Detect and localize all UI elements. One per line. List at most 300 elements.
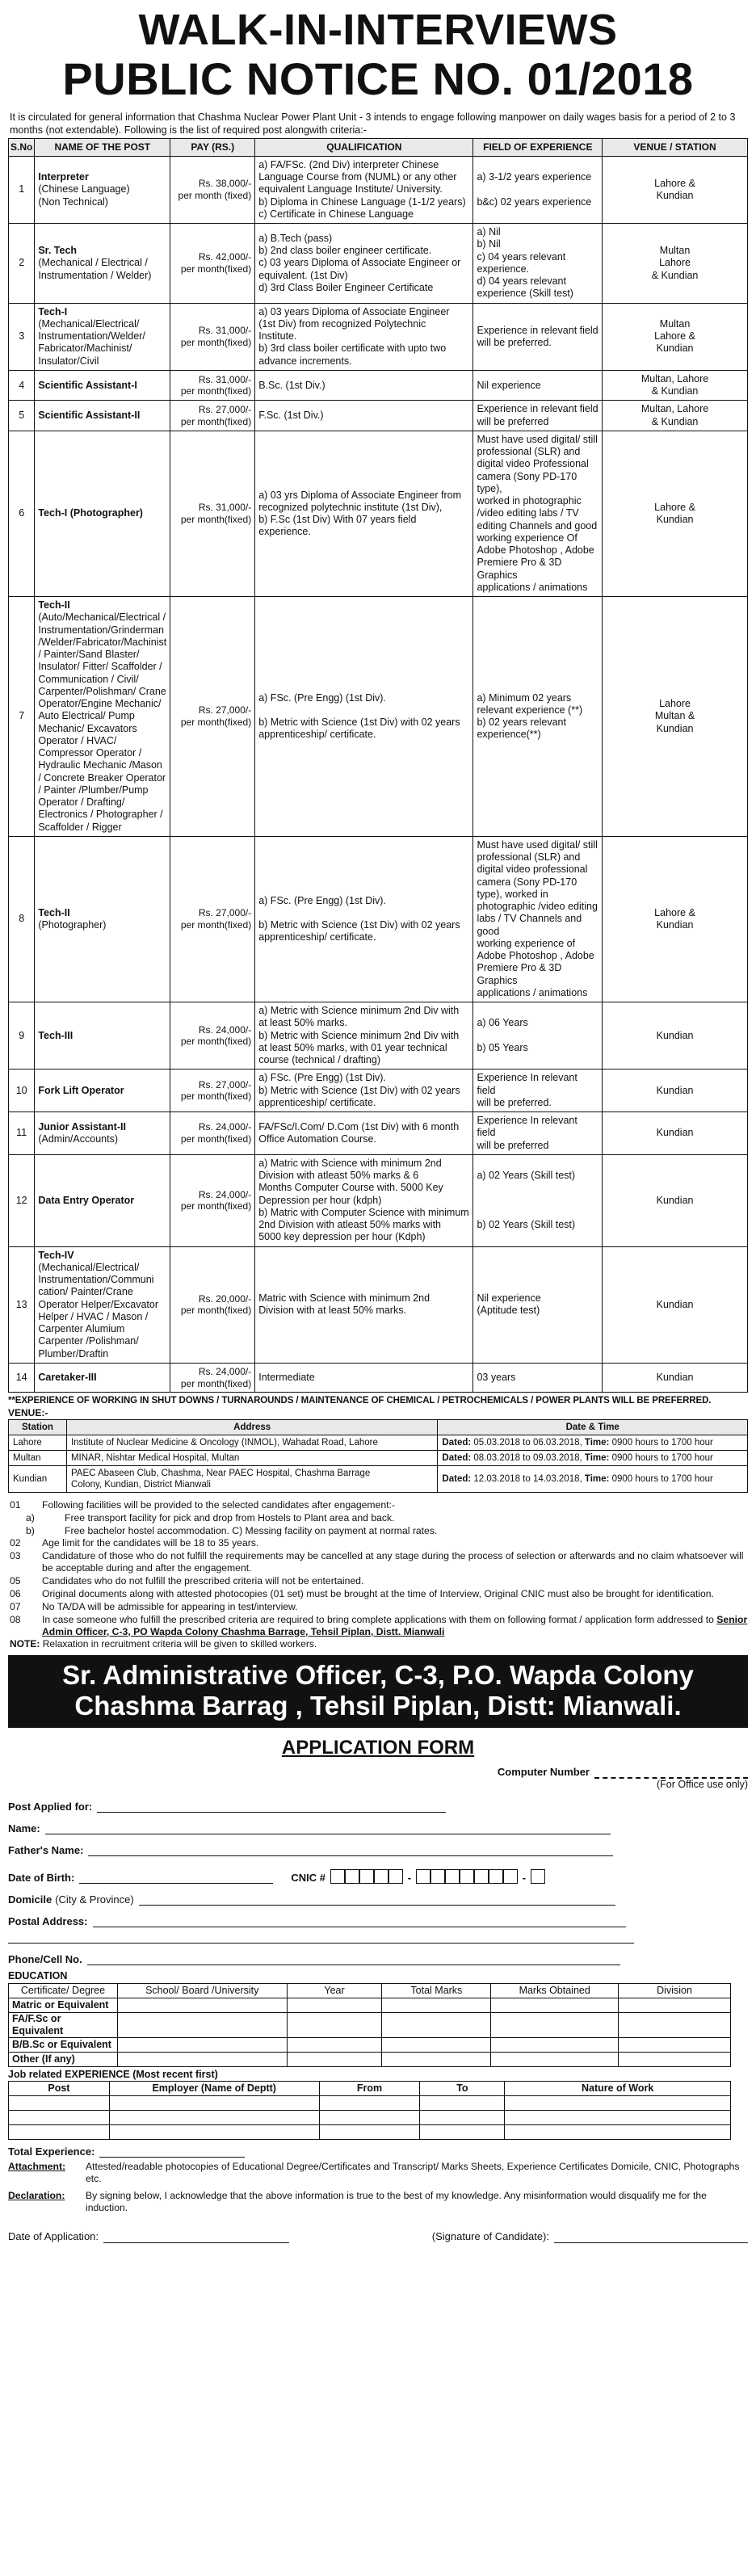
text-line: b) Metric with Science minimum 2nd Div with <box>258 1029 460 1041</box>
post-name-cell <box>35 836 170 1002</box>
instruction-item <box>8 1601 748 1613</box>
text-line: Rs. 31,000/- <box>198 373 252 385</box>
text-line: Kundian <box>656 1371 694 1383</box>
dob-field[interactable] <box>79 1869 273 1884</box>
text-line: Operator / HVAC/ <box>38 734 117 746</box>
instruction-text-main: Original documents along with attested photocopies (01 set) must be brought at the time of Interview, Original CNIC must also be brought for identification. <box>42 1587 714 1599</box>
text-line: Rs. 27,000/- <box>198 704 252 716</box>
text-line: professional (SLR) and <box>477 446 581 458</box>
venue-dates: 08.03.2018 to 09.03.2018, <box>473 1452 585 1463</box>
col-experience: FIELD OF EXPERIENCE <box>473 139 603 157</box>
post-pay <box>170 370 255 401</box>
text-line: d) 3rd Class Boiler Engineer Certificate <box>258 281 434 293</box>
venue-table-header <box>9 1419 748 1435</box>
text-line: PAEC Abaseen Club, Chashma, Near PAEC Hospital, Chashma Barrage <box>70 1468 371 1478</box>
venue-time: 0900 hours to 1700 hour <box>611 1473 713 1484</box>
cnic-digit-box[interactable] <box>330 1869 345 1884</box>
post-detail <box>38 318 166 368</box>
post-experience <box>473 303 603 370</box>
post-experience <box>473 1112 603 1155</box>
cnic-digit-box[interactable] <box>388 1869 403 1884</box>
text-line: Kundian <box>656 919 694 931</box>
text-line: Adobe Photoshop , Adobe <box>477 544 594 557</box>
text-line: & Kundian <box>651 415 699 427</box>
text-line: working experience Of <box>477 532 578 544</box>
venue-station: Kundian <box>9 1465 67 1492</box>
text-line: per month(fixed) <box>180 1133 252 1145</box>
text-line: Nil experience <box>477 1292 541 1304</box>
text-line: Multan <box>659 317 691 330</box>
experience-cell[interactable] <box>420 2096 505 2111</box>
text-line: Rs. 24,000/- <box>198 1023 252 1036</box>
post-row <box>9 1069 748 1112</box>
text-line: Intermediate <box>258 1371 315 1383</box>
cnic-digit-box[interactable] <box>359 1869 374 1884</box>
post-venue <box>603 370 748 401</box>
education-row <box>9 2012 731 2038</box>
text-line: cation/ Painter/Crane <box>38 1286 133 1298</box>
post-name-cell <box>35 1154 170 1246</box>
application-form-title: APPLICATION FORM <box>281 1736 475 1759</box>
text-line: Electronics / Photographer / <box>38 809 163 821</box>
text-line: c) 04 years relevant <box>477 250 566 263</box>
name-field[interactable] <box>45 1820 611 1834</box>
text-line: Experience In relevant field <box>477 1115 578 1139</box>
post-qualification <box>255 370 473 401</box>
experience-cell[interactable] <box>109 2125 319 2140</box>
exp-col-post: Post <box>9 2082 110 2096</box>
post-venue <box>603 431 748 596</box>
text-line: / Concrete Breaker Operator <box>38 771 166 784</box>
experience-cell[interactable] <box>9 2111 110 2125</box>
experience-cell[interactable] <box>420 2111 505 2125</box>
education-cell[interactable] <box>619 2038 731 2053</box>
cnic-digit-box[interactable] <box>503 1869 518 1884</box>
instruction-text <box>65 1512 748 1524</box>
instruction-item <box>8 1575 748 1587</box>
text-line: Depression per hour (kdph) <box>258 1194 382 1206</box>
text-line: Language Course from (NUML) or any other <box>258 171 457 183</box>
education-cell[interactable] <box>491 2012 619 2038</box>
text-line: will be preferred. <box>477 336 552 348</box>
post-pay <box>170 1363 255 1392</box>
education-cell[interactable] <box>117 2053 287 2067</box>
text-line: per month(fixed) <box>180 263 252 275</box>
phone-field[interactable] <box>87 1951 620 1965</box>
text-line: Operator / Drafting/ <box>38 796 125 809</box>
instruction-text-main: Candidates who do not fulfill the prescribed criteria will not be entertained. <box>42 1575 364 1587</box>
post-row <box>9 156 748 223</box>
text-line: Institute of Nuclear Medicine & Oncology (INMOL), Wahadat Road, Lahore <box>70 1437 378 1448</box>
post-venue <box>603 1112 748 1155</box>
text-line <box>477 1182 598 1194</box>
post-row <box>9 597 748 837</box>
text-line: Insulator/Civil <box>38 355 99 367</box>
text-line: Months Computer Course with. 5000 Key <box>258 1182 443 1194</box>
education-cell[interactable] <box>491 2053 619 2067</box>
education-level: B/B.Sc or Equivalent <box>9 2038 118 2053</box>
post-sno: 14 <box>9 1363 35 1392</box>
cnic-digit-box[interactable] <box>430 1869 445 1884</box>
post-detail <box>38 919 166 931</box>
education-cell[interactable] <box>287 2012 382 2038</box>
text-line: Kundian <box>656 1084 694 1096</box>
post-pay <box>170 1002 255 1069</box>
text-line: Must have used digital/ still <box>477 838 598 851</box>
post-venue <box>603 156 748 223</box>
text-line: Multan & <box>654 710 695 722</box>
text-line: per month(fixed) <box>180 514 252 525</box>
notice-title: WALK-IN-INTERVIEWS <box>138 6 618 54</box>
post-experience <box>473 1154 603 1246</box>
cnic-digit-box[interactable] <box>474 1869 489 1884</box>
instruction-item <box>8 1614 748 1638</box>
post-qualification <box>255 431 473 596</box>
education-cell[interactable] <box>382 2038 491 2053</box>
text-line: / Painter/Sand Blaster/ <box>38 649 140 661</box>
post-venue <box>603 1363 748 1392</box>
cnic-digit-box[interactable] <box>345 1869 359 1884</box>
education-table-body <box>9 1998 731 2067</box>
education-cell[interactable] <box>117 2012 287 2038</box>
post-row <box>9 370 748 401</box>
text-line: Plumber/Draftin <box>38 1347 109 1359</box>
education-cell[interactable] <box>287 2053 382 2067</box>
post-row <box>9 303 748 370</box>
text-line: Premiere Pro & 3D Graphics <box>477 557 562 581</box>
col-pay: PAY (RS.) <box>170 139 255 157</box>
post-qualification <box>255 224 473 304</box>
name-label: Name: <box>8 1822 40 1834</box>
post-row <box>9 1363 748 1392</box>
text-line: type), worked in <box>477 888 548 900</box>
text-line: Multan, Lahore <box>640 372 709 385</box>
cnic-digit-box[interactable] <box>374 1869 388 1884</box>
education-cell[interactable] <box>619 2012 731 2038</box>
domicile-sublabel: (City & Province) <box>55 1893 134 1906</box>
venue-row <box>9 1435 748 1450</box>
instruction-number: a) <box>26 1511 35 1523</box>
post-venue <box>603 1154 748 1246</box>
text-line: experience. <box>477 263 530 275</box>
post-title: Tech-II <box>38 906 70 918</box>
text-line: camera (Sony PD-170 <box>477 876 578 888</box>
text-line: Operator Helper/Excavator <box>38 1298 159 1310</box>
post-title: Scientific Assistant-I <box>38 379 137 391</box>
post-row <box>9 1154 748 1246</box>
edu-col-year: Year <box>287 1983 382 1998</box>
post-title: Caretaker-III <box>38 1371 97 1383</box>
post-name-cell <box>35 431 170 596</box>
text-line: MINAR, Nishtar Medical Hospital, Multan <box>70 1452 240 1463</box>
education-level: FA/F.Sc or Equivalent <box>9 2012 118 2038</box>
post-pay <box>170 224 255 304</box>
text-line: Multan <box>659 245 691 256</box>
venue-address <box>66 1450 437 1465</box>
text-line: at least 50% marks, with 01 year technical <box>258 1041 447 1053</box>
text-line: Helper / HVAC / Mason / <box>38 1310 149 1322</box>
date-of-application-label: Date of Application: <box>8 2230 99 2243</box>
computer-number-field[interactable] <box>594 1767 748 1779</box>
text-line: per month(fixed) <box>180 336 252 348</box>
experience-cell[interactable] <box>505 2096 731 2111</box>
signature-row <box>8 2229 748 2243</box>
post-row <box>9 1112 748 1155</box>
text-line: b&c) 02 years experience <box>477 195 592 208</box>
text-line: Rs. 42,000/- <box>198 251 252 263</box>
experience-cell[interactable] <box>420 2125 505 2140</box>
education-cell[interactable] <box>382 2012 491 2038</box>
education-cell[interactable] <box>287 2038 382 2053</box>
post-qualification <box>255 1112 473 1155</box>
education-cell[interactable] <box>491 2038 619 2053</box>
text-line: Operator/Engine Mechanic/ <box>38 698 162 710</box>
text-line: apprenticeship/ certificate. <box>258 931 376 943</box>
text-line: Rs. 27,000/- <box>198 907 252 919</box>
instruction-text <box>42 1614 748 1638</box>
text-line: Sr. Administrative Officer, C-3, P.O. Wapda Colony <box>62 1660 694 1691</box>
exp-col-to: To <box>420 2082 505 2096</box>
text-line: d) 04 years relevant <box>477 275 566 288</box>
attachment-row <box>8 2161 748 2185</box>
instruction-text-main: Free bachelor hostel accommodation. C) Messing facility on payment at normal rates. <box>65 1524 438 1536</box>
post-name-cell <box>35 1246 170 1363</box>
declaration-row <box>8 2190 748 2214</box>
post-experience <box>473 597 603 837</box>
post-name-cell <box>35 1069 170 1112</box>
experience-cell[interactable] <box>109 2111 319 2125</box>
postal-address-row-2 <box>8 1927 748 1944</box>
text-line <box>477 183 598 195</box>
post-qualification <box>255 303 473 370</box>
venue-station: Multan <box>9 1450 67 1465</box>
experience-cell[interactable] <box>319 2111 420 2125</box>
post-experience <box>473 836 603 1002</box>
domicile-field[interactable] <box>139 1891 615 1906</box>
text-line: Rs. 24,000/- <box>198 1365 252 1377</box>
col-qualification: QUALIFICATION <box>255 139 473 157</box>
venue-dated-label: Dated: <box>442 1452 474 1463</box>
experience-preference-note: **EXPERIENCE OF WORKING IN SHUT DOWNS / TURNAROUNDS / MAINTENANCE OF CHEMICAL / PETROCHEMICALS / POWER PLANTS WILL BE PREFERRED. <box>8 1396 712 1406</box>
education-cell[interactable] <box>491 1998 619 2012</box>
education-cell[interactable] <box>117 1998 287 2012</box>
education-cell[interactable] <box>382 2053 491 2067</box>
posts-table-header <box>9 139 748 157</box>
text-line: Rs. 24,000/- <box>198 1121 252 1133</box>
candidate-signature <box>432 2229 748 2243</box>
post-applied-field[interactable] <box>97 1798 446 1813</box>
venue-address <box>66 1465 437 1492</box>
instruction-number: 01 <box>10 1498 21 1511</box>
cnic-digit-box[interactable] <box>489 1869 503 1884</box>
education-cell[interactable] <box>619 2053 731 2067</box>
instruction-item <box>8 1588 748 1600</box>
post-row <box>9 836 748 1002</box>
text-line: will be preferred. <box>477 1096 552 1108</box>
post-row <box>9 431 748 596</box>
text-line: (1st Div) from recognized Polytechnic <box>258 317 426 330</box>
post-name-cell <box>35 401 170 431</box>
cnic-digit-box[interactable] <box>531 1869 545 1884</box>
text-line: Experience in relevant field <box>477 324 598 336</box>
post-title: Tech-III <box>38 1029 74 1041</box>
text-line: a) 03 years Diploma of Associate Engineer <box>258 305 450 317</box>
text-line: apprenticeship/ certificate. <box>258 1096 376 1108</box>
text-line: advance increments. <box>258 355 352 367</box>
post-detail <box>38 1133 166 1145</box>
text-line: experience(**) <box>477 729 541 741</box>
text-line: Rs. 27,000/- <box>198 1078 252 1090</box>
text-line: Instrumentation/Grinderman <box>38 624 164 636</box>
date-of-application-field[interactable] <box>103 2229 289 2243</box>
instructions-list <box>8 1499 748 1638</box>
declaration-text: By signing below, I acknowledge that the above information is true to the best of my knowledge. Any misinformation would disqualify me for the induction. <box>86 2190 707 2214</box>
experience-cell[interactable] <box>319 2096 420 2111</box>
text-line: a) 3-1/2 years experience <box>477 171 592 183</box>
instruction-number: 07 <box>10 1600 21 1612</box>
text-line: per month(fixed) <box>180 1305 252 1317</box>
text-line: & Kundian <box>651 269 699 281</box>
venue-time-label: Time: <box>584 1437 612 1448</box>
text-line: (Photographer) <box>38 919 107 931</box>
post-pay <box>170 597 255 837</box>
text-line: a) Matric with Science with minimum 2nd <box>258 1157 442 1169</box>
education-table <box>8 1983 731 2068</box>
instruction-number: 08 <box>10 1613 21 1625</box>
post-venue <box>603 597 748 837</box>
post-sno: 8 <box>9 836 35 1002</box>
post-qualification <box>255 1363 473 1392</box>
post-detail <box>38 1262 166 1360</box>
experience-heading: Job related EXPERIENCE (Most recent first) <box>8 2069 218 2081</box>
text-line: Multan, Lahore <box>640 403 709 415</box>
total-experience-row <box>8 2140 748 2158</box>
text-line: per month(fixed) <box>180 716 252 728</box>
domicile-label: Domicile <box>8 1893 52 1906</box>
text-line: Experience In relevant field <box>477 1072 578 1096</box>
post-detail <box>38 611 166 834</box>
post-sno: 7 <box>9 597 35 837</box>
text-line: Lahore & <box>654 906 695 918</box>
experience-row <box>9 2111 731 2125</box>
text-line: Insulator/ Fitter/ Scaffolder / <box>38 661 162 673</box>
instruction-text-main: Free transport facility for pick and drop from Hostels to Plant area and back. <box>65 1511 395 1523</box>
venue-time: 0900 hours to 1700 hour <box>611 1452 713 1463</box>
cnic-digit-box[interactable] <box>416 1869 430 1884</box>
text-line: F.Sc. (1st Div.) <box>258 410 324 421</box>
text-line: camera (Sony PD-170 type), <box>477 470 578 494</box>
experience-cell[interactable] <box>109 2096 319 2111</box>
post-title: Tech-I <box>38 305 68 317</box>
text-line: Carpenter Alumium <box>38 1323 125 1335</box>
post-sno: 6 <box>9 431 35 596</box>
phone-row <box>8 1944 748 1965</box>
postal-address-field-2[interactable] <box>8 1929 634 1944</box>
text-line: Nil experience <box>477 379 541 391</box>
education-row <box>9 1998 731 2012</box>
text-line: /Welder/Fabricator/Machinist <box>38 636 167 648</box>
text-line: photographic /video editing <box>477 901 598 913</box>
text-line: b) Metric with Science (1st Div) with 02 years <box>258 716 460 728</box>
education-cell[interactable] <box>382 1998 491 2012</box>
text-line: experience (Skill test) <box>477 288 573 300</box>
post-sno: 2 <box>9 224 35 304</box>
post-applied-label: Post Applied for: <box>8 1800 93 1813</box>
instruction-text-main: In case someone who fulfill the prescribed criteria are required to bring complete applications with them on following format / application form addressed to <box>42 1613 717 1625</box>
venue-table <box>8 1419 748 1493</box>
text-line: Kundian <box>656 342 694 355</box>
father-name-label: Father's Name: <box>8 1843 84 1856</box>
instruction-item <box>8 1525 748 1537</box>
text-line: Hydraulic Mechanic /Mason <box>38 759 162 771</box>
cnic-dash: - <box>522 1871 527 1884</box>
post-name-cell <box>35 1112 170 1155</box>
text-line: Kundian <box>656 1029 694 1041</box>
experience-cell[interactable] <box>505 2111 731 2125</box>
relaxation-note-label: NOTE: <box>10 1638 40 1650</box>
text-line: Lahore & <box>654 177 695 189</box>
total-experience-field[interactable] <box>99 2143 245 2158</box>
postal-address-label: Postal Address: <box>8 1914 88 1927</box>
text-line: /video editing labs / TV <box>477 507 579 519</box>
father-name-field[interactable] <box>88 1842 613 1856</box>
post-venue <box>603 1069 748 1112</box>
experience-cell[interactable] <box>505 2125 731 2140</box>
text-line: relevant experience (**) <box>477 704 583 716</box>
text-line: applications / animations <box>477 986 588 998</box>
experience-cell[interactable] <box>9 2125 110 2140</box>
post-detail <box>38 183 166 208</box>
postal-address-row <box>8 1906 748 1927</box>
education-cell[interactable] <box>117 2038 287 2053</box>
candidate-signature-field[interactable] <box>554 2229 748 2243</box>
education-cell[interactable] <box>287 1998 382 2012</box>
domicile-row <box>8 1884 748 1906</box>
text-line: professional (SLR) and <box>477 851 581 864</box>
venue-dated-label: Dated: <box>442 1473 474 1484</box>
dob-cnic-row <box>8 1856 748 1884</box>
post-sno: 3 <box>9 303 35 370</box>
name-row <box>8 1813 748 1834</box>
text-line: b) Matric with Computer Science with minimum <box>258 1206 469 1218</box>
cnic-digit-box[interactable] <box>445 1869 460 1884</box>
cnic-digit-box[interactable] <box>460 1869 474 1884</box>
text-line: b) F.Sc (1st Div) With 07 years field experience. <box>258 514 417 538</box>
text-line: Colony, Kundian, District Mianwali <box>70 1479 211 1490</box>
experience-cell[interactable] <box>9 2096 110 2111</box>
text-line: will be preferred <box>477 1139 549 1151</box>
postal-address-field[interactable] <box>93 1913 626 1927</box>
experience-cell[interactable] <box>319 2125 420 2140</box>
text-line: b) 02 years relevant <box>477 716 566 728</box>
post-venue <box>603 1246 748 1363</box>
education-cell[interactable] <box>619 1998 731 2012</box>
post-title: Tech-II <box>38 599 70 611</box>
text-line: (Chinese Language) <box>38 183 130 195</box>
text-line: apprenticeship/ certificate. <box>258 729 376 741</box>
text-line: Experience in relevant field <box>477 403 598 415</box>
post-name-cell <box>35 1002 170 1069</box>
post-sno: 4 <box>9 370 35 401</box>
cnic-dash: - <box>407 1871 412 1884</box>
cnic-boxes[interactable] <box>330 1869 545 1884</box>
instruction-number: b) <box>26 1524 35 1536</box>
text-line: Carpenter /Polishman/ <box>38 1335 139 1347</box>
post-experience <box>473 1069 603 1112</box>
instruction-number: 05 <box>10 1575 21 1587</box>
text-line: Auto Electrical/ Pump <box>38 710 135 722</box>
post-pay <box>170 1246 255 1363</box>
